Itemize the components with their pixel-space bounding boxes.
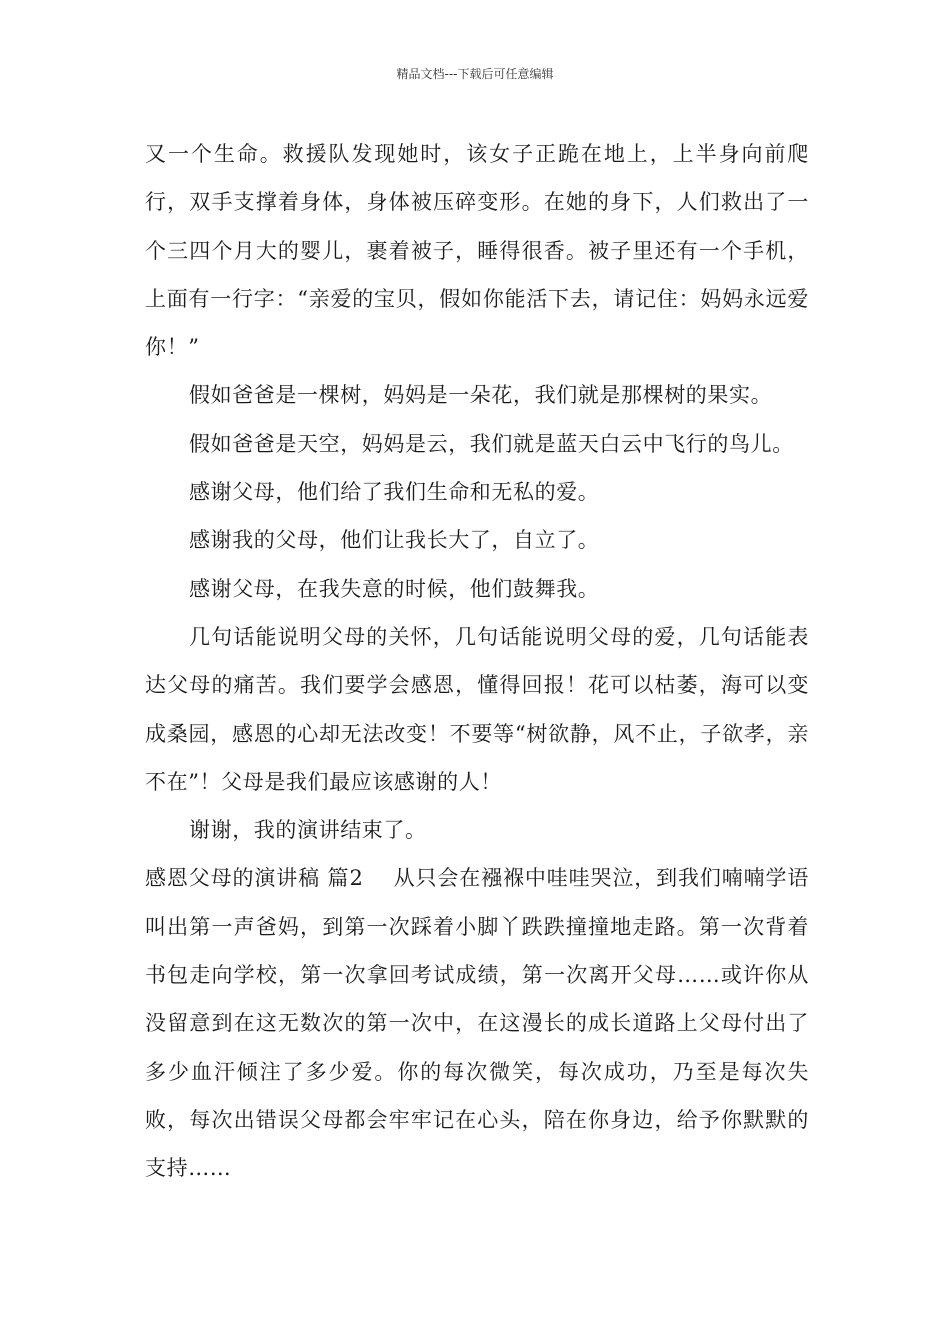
paragraph-tree-flower: 假如爸爸是一棵树，妈妈是一朵花，我们就是那棵树的果实。: [189, 383, 773, 408]
document-body: [145, 130, 809, 1193]
paragraph-thanks-life: 感谢父母，他们给了我们生命和无私的爱。: [189, 480, 600, 505]
section2-text: 从只会在襁褓中哇哇哭泣，到我们喃喃学语叫出第一声爸妈，到第一次踩着小脚丫跌跌撞撞地走路。第一次背着书包走向学校，第一次拿回考试成绩，第一次离开父母……或许你从没留意到在这无数次的第一次中，在这漫长的成长道路上父母付出了多少血汗倾注了多少爱。你的每次微笑，每次成功，乃至是每次失败，每次出错误父母都会牢牢记在心头，陪在你身边，给予你默默的支持……: [145, 866, 809, 1181]
section2-paragraph: [145, 854, 809, 1192]
paragraph-thanks-grow: 感谢我的父母，他们让我长大了，自立了。: [189, 528, 600, 553]
paragraph-continuation: 又一个生命。救援队发现她时，该女子正跪在地上，上半身向前爬行，双手支撑着身体，身体被压碎变形。在她的身下，人们救出了一个三四个月大的婴儿，裹着被子，睡得很香。被子里还有一个手机，上面有一行字：“亲爱的宝贝，假如你能活下去，请记住：妈妈永远爱你！”: [145, 142, 809, 360]
page-header: 精品文档---下载后可任意编辑: [396, 67, 554, 81]
section2-gap: [363, 866, 393, 890]
paragraph-sky-cloud: 假如爸爸是天空，妈妈是云，我们就是蓝天白云中飞行的鸟儿。: [189, 431, 794, 456]
section2-heading: 感恩父母的演讲稿 篇2: [145, 866, 364, 891]
paragraph-thanks-encourage: 感谢父母，在我失意的时候，他们鼓舞我。: [189, 576, 600, 601]
paragraph-gratitude: 几句话能说明父母的关怀，几句话能说明父母的爱，几句话能表达父母的痛苦。我们要学会感恩，懂得回报！花可以枯萎，海可以变成桑园，感恩的心却无法改变！不要等“树欲静，风不止，子欲孝，亲不在”！父母是我们最应该感谢的人！: [145, 624, 809, 794]
paragraph-closing: 谢谢，我的演讲结束了。: [189, 818, 427, 843]
